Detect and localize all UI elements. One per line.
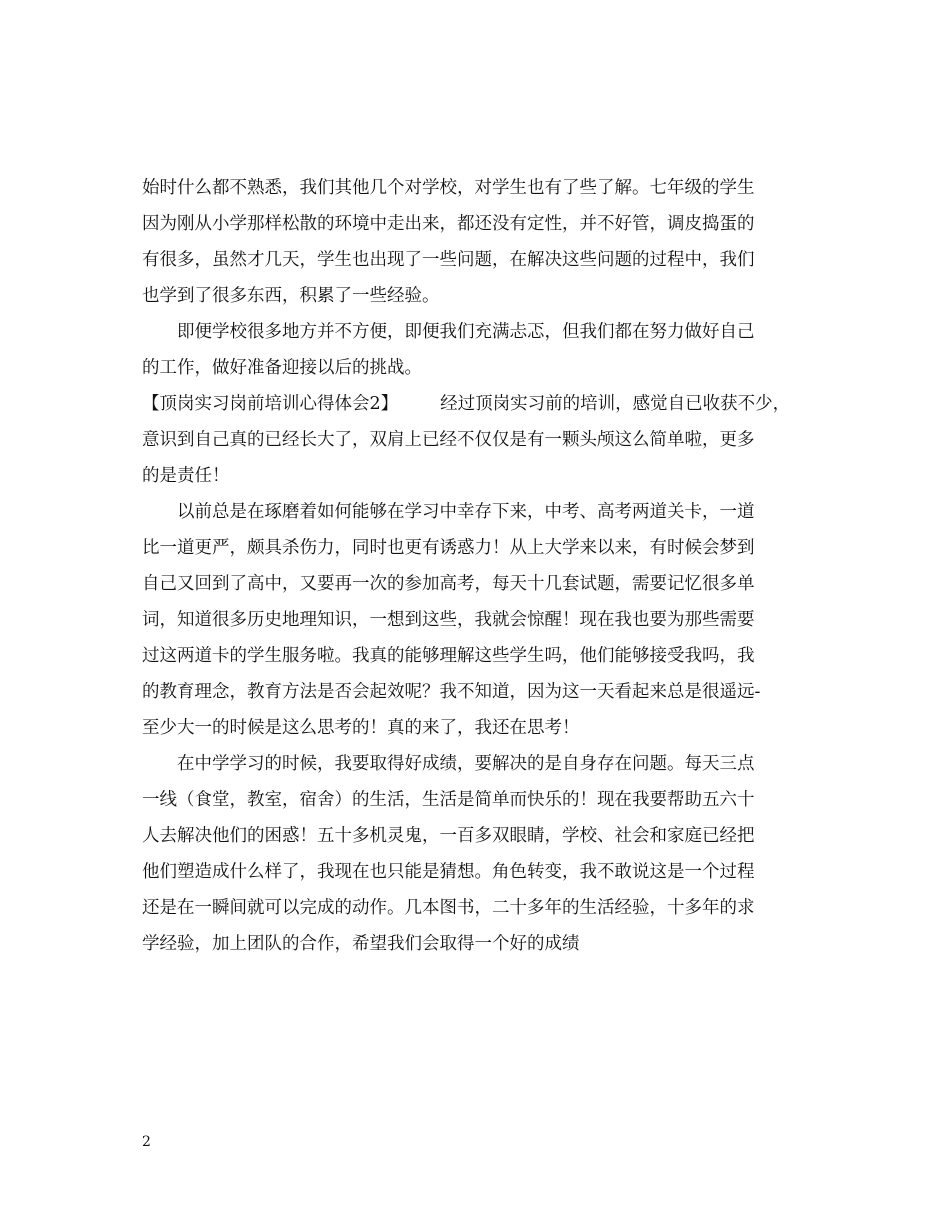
text-line: 以前总是在琢磨着如何能够在学习中幸存下来，中考、高考两道关卡，一道: [177, 502, 755, 522]
paragraph-2: [142, 314, 818, 386]
heading-continuation: 经过顶岗实习前的培训，感觉自已收获不少，: [440, 394, 791, 414]
text-line: 也学到了很多东西，积累了一些经验。: [142, 286, 440, 306]
document-body: [142, 170, 818, 962]
text-line: 至少大一的时候是这么思考的！真的来了，我还在思考！: [142, 718, 580, 738]
text-line: 词，知道很多历史地理知识，一想到这些，我就会惊醒！现在我也要为那些需要: [142, 610, 755, 630]
text-line: 因为刚从小学那样松散的环境中走出来，都还没有定性，并不好管，调皮捣蛋的: [142, 214, 755, 234]
text-line: 过这两道卡的学生服务啦。我真的能够理解这些学生吗，他们能够接受我吗，我: [142, 646, 755, 666]
text-line: 一线（食堂，教室，宿舍）的生活，生活是简单而快乐的！现在我要帮助五六十: [142, 790, 755, 810]
paragraph-5: [142, 746, 818, 962]
text-line: 他们塑造成什么样了，我现在也只能是猜想。角色转变，我不敢说这是一个过程: [142, 862, 755, 882]
text-line: 始时什么都不熟悉，我们其他几个对学校，对学生也有了些了解。七年级的学生: [142, 178, 755, 198]
text-line: 还是在一瞬间就可以完成的动作。几本图书，二十多年的生活经验，十多年的求: [142, 898, 755, 918]
section-heading-line: [142, 386, 818, 422]
text-line: 人去解决他们的困惑！五十多机灵鬼，一百多双眼睛，学校、社会和家庭已经把: [142, 826, 755, 846]
text-line: 意识到自己真的已经长大了，双肩上已经不仅仅是有一颗头颅这么简单啦，更多: [142, 430, 755, 450]
text-line: 的是责任！: [142, 466, 230, 486]
text-line: 比一道更严，颇具杀伤力，同时也更有诱惑力！从上大学来以来，有时候会梦到: [142, 538, 755, 558]
text-line: 有很多，虽然才几天，学生也出现了一些问题，在解决这些问题的过程中，我们: [142, 250, 755, 270]
paragraph-1: [142, 170, 818, 314]
text-line: 自己又回到了高中，又要再一次的参加高考，每天十几套试题，需要记忆很多单: [142, 574, 755, 594]
text-line: 即便学校很多地方并不方便，即便我们充满忐忑，但我们都在努力做好自己: [177, 322, 755, 342]
page-number: 2: [142, 1134, 151, 1150]
text-line: 的教育理念，教育方法是否会起效呢？我不知道，因为这一天看起来总是很遥远-: [142, 682, 761, 702]
paragraph-4: [142, 494, 818, 746]
text-line: 在中学学习的时候，我要取得好成绩，要解决的是自身存在问题。每天三点: [177, 754, 755, 774]
paragraph-3: [142, 386, 818, 494]
text-line: 的工作，做好准备迎接以后的挑战。: [142, 358, 422, 378]
section-heading: 【顶岗实习岗前培训心得体会2】: [142, 394, 399, 414]
text-line: 学经验，加上团队的合作，希望我们会取得一个好的成绩: [142, 934, 580, 954]
